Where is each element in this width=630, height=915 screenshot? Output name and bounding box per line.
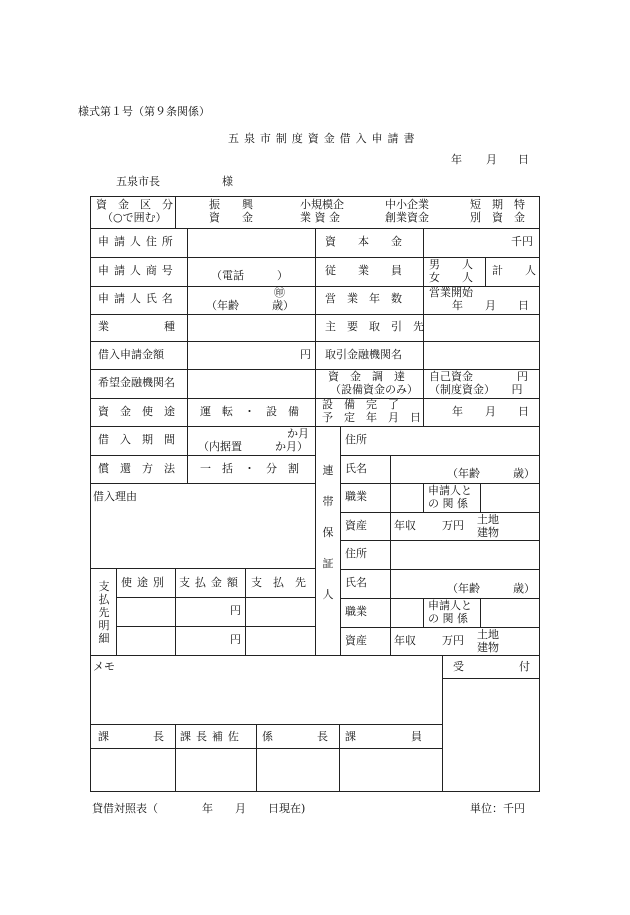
- guarantor-2-land: 土地: [477, 628, 499, 641]
- fund-raising-label: 資 金 調 達: [328, 370, 405, 383]
- loan-amount-unit: 円: [300, 348, 311, 361]
- loan-amount-label: 借入申請金額: [98, 348, 164, 361]
- loan-period-label: 借 入 期 間: [98, 433, 175, 446]
- phone-field[interactable]: （電話 ）: [211, 269, 288, 282]
- guarantor-2-age[interactable]: （年齢 歳）: [447, 582, 535, 595]
- equipment-date-label: 予 定 年 月 日: [322, 411, 421, 424]
- category-small-business-bottom[interactable]: 業 資 金: [300, 211, 340, 224]
- category-promotion-top[interactable]: 振 興: [209, 198, 253, 211]
- guarantor-2-relation-label-2: の 関 係: [428, 612, 468, 625]
- unit-label: 単位：千円: [470, 802, 525, 815]
- guarantor-1-building: 建物: [477, 526, 499, 539]
- section-chief-label: 課 長: [98, 730, 164, 743]
- industry-label: 業 種: [98, 320, 175, 333]
- memo-label: メモ: [93, 660, 115, 673]
- fund-use-value[interactable]: 運 転 ・ 設 備: [200, 405, 299, 418]
- fund-category-label: 資 金 区 分: [96, 198, 173, 211]
- male-count[interactable]: 男 人: [429, 258, 473, 271]
- payment-unit-2: 円: [230, 633, 241, 646]
- employees-label: 従 業 員: [325, 264, 402, 277]
- staff-label: 課 員: [345, 730, 422, 743]
- category-small-business-top[interactable]: 小規模企: [300, 198, 344, 211]
- guarantor-1-income-unit: 万円: [442, 519, 464, 532]
- deputy-chief-label: 課長補佐: [180, 730, 244, 743]
- guarantor-1-relation-label-2: の 関 係: [428, 497, 468, 510]
- guarantor-2-income-label: 年収: [394, 634, 416, 647]
- guarantor-1-job-label: 職業: [345, 490, 367, 503]
- category-startup-top[interactable]: 中小企業: [385, 198, 429, 211]
- payee-header: 支 払 先: [251, 576, 306, 589]
- female-count[interactable]: 女 人: [429, 271, 473, 284]
- guarantor-1-relation-label-1: 申請人と: [428, 484, 472, 497]
- category-promotion-bottom[interactable]: 資 金: [209, 211, 253, 224]
- payment-unit-1: 円: [230, 604, 241, 617]
- date-day: 日: [518, 153, 529, 166]
- repayment-value[interactable]: 一 括 ・ 分 割: [200, 462, 299, 475]
- guarantor-1-address-label: 住所: [345, 433, 367, 446]
- applicant-address-label: 申請人住所: [98, 235, 178, 248]
- payee-detail-label: 支 払 先 明 細: [98, 580, 110, 645]
- payment-amount-header: 支払金額: [179, 576, 243, 589]
- guarantor-2-assets-label: 資産: [345, 634, 367, 647]
- fund-category-hint: （○で囲む）: [102, 211, 167, 224]
- addressee: 五泉市長: [116, 175, 160, 188]
- guarantor-1-name-label: 氏名: [345, 462, 367, 475]
- applicant-name-label: 申請人氏名: [98, 292, 178, 305]
- guarantor-2-address-label: 住所: [345, 547, 367, 560]
- loan-reason-label: 借入理由: [93, 490, 137, 503]
- guarantor-1-income-label: 年収: [394, 519, 416, 532]
- own-fund[interactable]: 自己資金 円: [429, 370, 528, 383]
- loan-period-grace[interactable]: （内据置 か月）: [198, 440, 308, 453]
- category-short-term-top[interactable]: 短 期 特: [470, 198, 525, 211]
- date-month: 月: [486, 153, 497, 166]
- date-year: 年: [451, 153, 462, 166]
- guarantor-2-building: 建物: [477, 641, 499, 654]
- balance-sheet-label: 貸借対照表（ 年 月 日現在): [92, 802, 306, 815]
- addressee-suffix: 様: [222, 175, 233, 188]
- received-label: 受 付: [453, 660, 530, 673]
- business-years-label: 営 業 年 数: [325, 292, 402, 305]
- guarantor-2-name-label: 氏名: [345, 576, 367, 589]
- capital-unit: 千円: [511, 235, 533, 248]
- equipment-date[interactable]: 年 月 日: [452, 405, 529, 418]
- desired-bank-label: 希望金融機関名: [98, 376, 175, 389]
- seal-mark: ㊞: [274, 286, 285, 299]
- business-start-label: 営業開始: [429, 286, 473, 299]
- guarantor-2-job-label: 職業: [345, 605, 367, 618]
- guarantor-2-relation-label-1: 申請人と: [428, 599, 472, 612]
- fund-raising-note: （設備資金のみ）: [330, 383, 418, 396]
- repayment-label: 償 還 方 法: [98, 462, 175, 475]
- total-count[interactable]: 計 人: [492, 264, 536, 277]
- system-fund[interactable]: （制度資金） 円: [429, 383, 523, 396]
- unit-chief-label: 係 長: [262, 730, 328, 743]
- usage-header: 使途別: [121, 576, 169, 589]
- joint-guarantor-label: 連 帯 保 証 人: [322, 464, 334, 601]
- category-short-term-bottom[interactable]: 別 資 金: [470, 211, 525, 224]
- business-start-date[interactable]: 年 月 日: [452, 299, 529, 312]
- applicant-trade-name-label: 申請人商号: [98, 264, 178, 277]
- form-number: 様式第１号（第９条関係）: [78, 105, 210, 118]
- guarantor-1-assets-label: 資産: [345, 519, 367, 532]
- guarantor-2-income-unit: 万円: [442, 634, 464, 647]
- application-form: [90, 196, 540, 792]
- page-title: 五泉市制度資金借入申請書: [228, 132, 420, 145]
- loan-period-months[interactable]: か月: [287, 427, 309, 440]
- guarantor-1-land: 土地: [477, 513, 499, 526]
- fund-use-label: 資 金 使 途: [98, 405, 175, 418]
- applicant-age[interactable]: （年齢 歳）: [206, 299, 294, 312]
- main-client-label: 主 要 取 引 先: [325, 320, 424, 333]
- guarantor-1-age[interactable]: （年齢 歳）: [447, 467, 535, 480]
- equipment-completion-label: 設 備 完 了: [322, 398, 399, 411]
- bank-name-label: 取引金融機関名: [325, 348, 402, 361]
- capital-label: 資 本 金: [325, 235, 402, 248]
- category-startup-bottom[interactable]: 創業資金: [385, 211, 429, 224]
